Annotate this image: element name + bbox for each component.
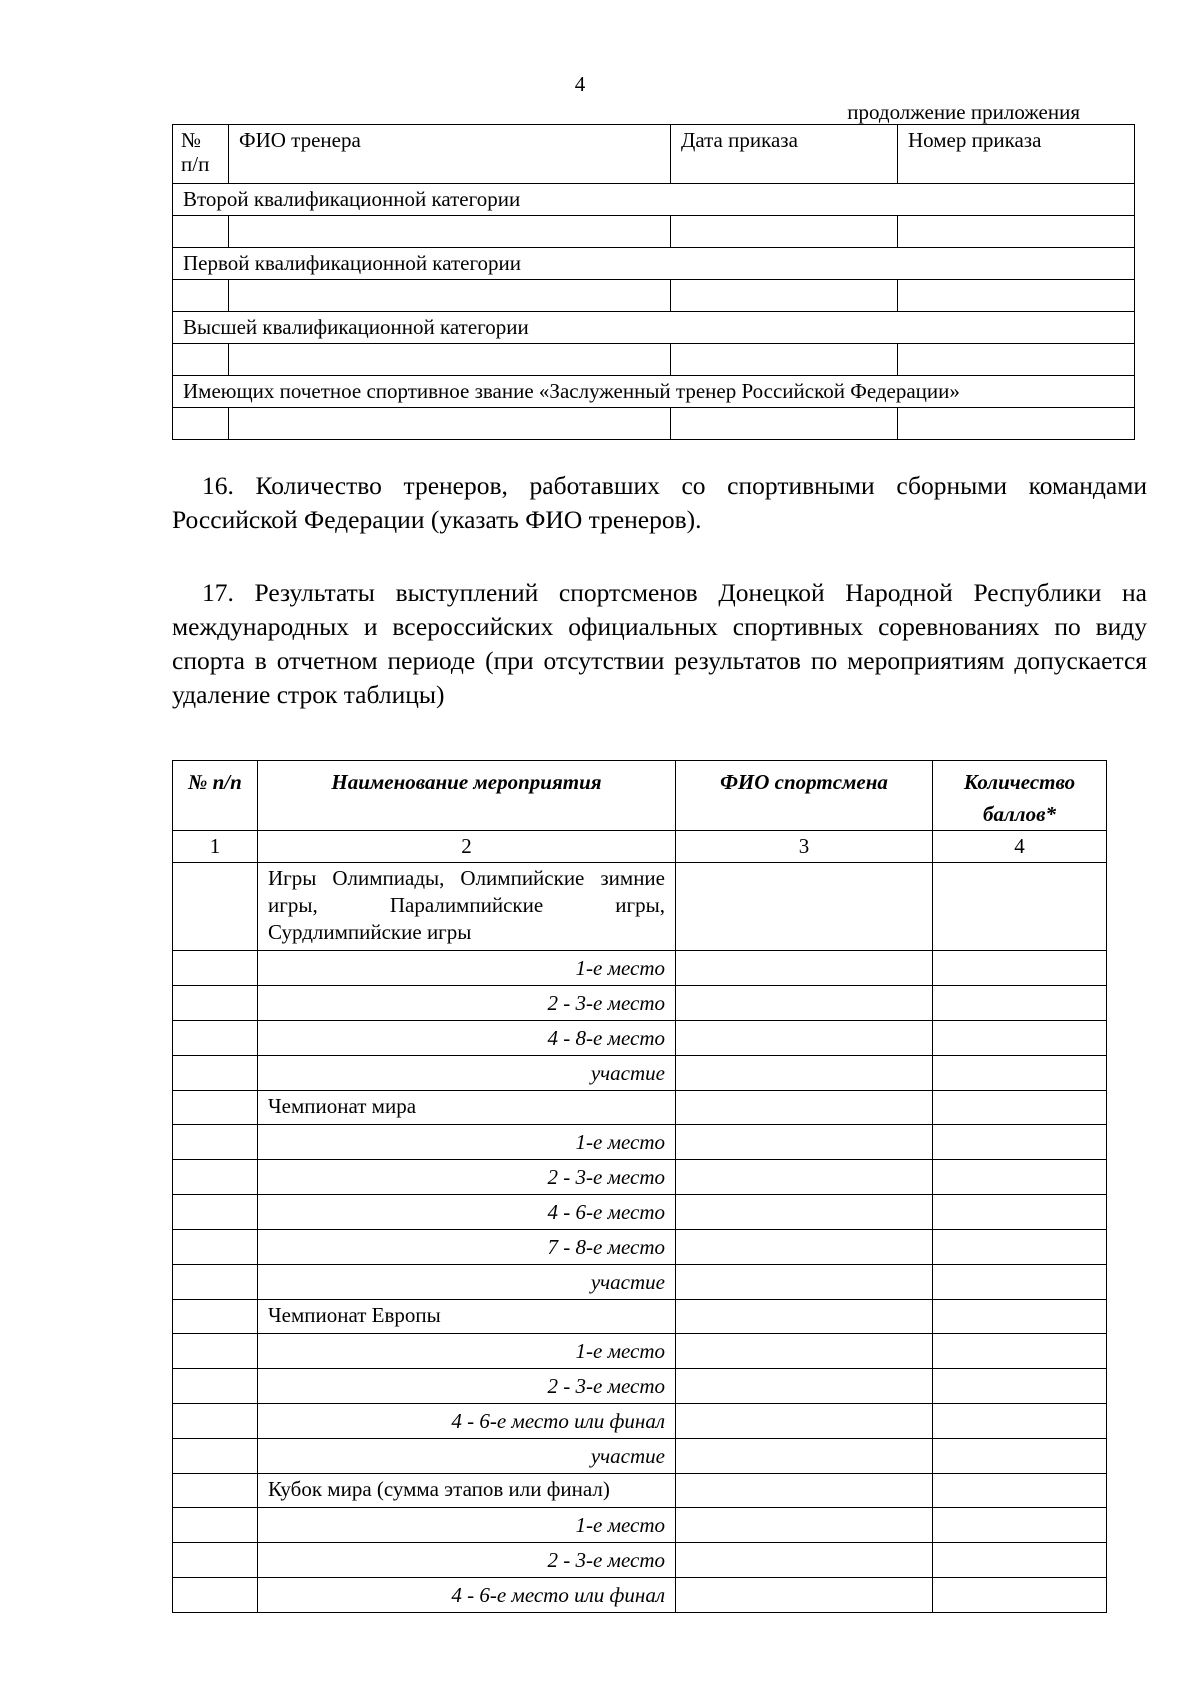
row-number-cell[interactable] bbox=[173, 1056, 258, 1091]
points-cell[interactable] bbox=[933, 1369, 1107, 1404]
coach-cell-num[interactable] bbox=[173, 280, 229, 312]
points-cell[interactable] bbox=[933, 1160, 1107, 1195]
coach-cell-name[interactable] bbox=[229, 280, 671, 312]
place-label-cell: 7 - 8-е место bbox=[258, 1230, 676, 1265]
athlete-name-cell[interactable] bbox=[676, 1508, 933, 1543]
place-row bbox=[173, 1265, 1107, 1300]
points-cell[interactable] bbox=[933, 1195, 1107, 1230]
points-cell[interactable] bbox=[933, 1300, 1107, 1334]
row-number-cell[interactable] bbox=[173, 1300, 258, 1334]
coach-cell-date[interactable] bbox=[671, 216, 898, 248]
athlete-name-cell[interactable] bbox=[676, 1474, 933, 1508]
place-row bbox=[173, 1439, 1107, 1474]
row-number-cell[interactable] bbox=[173, 1021, 258, 1056]
coach-table bbox=[172, 124, 1135, 440]
place-label-cell: 4 - 6-е место или финал bbox=[258, 1404, 676, 1439]
coach-section-row bbox=[173, 312, 1135, 344]
coach-section-row bbox=[173, 184, 1135, 216]
place-row bbox=[173, 1334, 1107, 1369]
coach-entry-row bbox=[173, 344, 1135, 376]
place-label-cell: 1-е место bbox=[258, 1334, 676, 1369]
points-cell[interactable] bbox=[933, 1578, 1107, 1613]
athlete-name-cell[interactable] bbox=[676, 1195, 933, 1230]
results-header-points: Количество баллов* bbox=[933, 761, 1107, 831]
athlete-name-cell[interactable] bbox=[676, 986, 933, 1021]
coach-cell-name[interactable] bbox=[229, 408, 671, 440]
athlete-name-cell[interactable] bbox=[676, 1160, 933, 1195]
points-cell[interactable] bbox=[933, 1091, 1107, 1125]
paragraph-17-text: 17. Результаты выступлений спортсменов Донецкой Народной Республики на международных и всероссийских официальных спортивных соревнованиях по виду спорта в отчетном периоде (при отсутствии результатов по мероприятиям допускается удаление строк таблицы) bbox=[172, 578, 1147, 709]
place-label-cell: 2 - 3-е место bbox=[258, 1543, 676, 1578]
results-header-row bbox=[173, 761, 1107, 831]
paragraph-16 bbox=[172, 469, 1147, 537]
points-cell[interactable] bbox=[933, 1404, 1107, 1439]
points-cell[interactable] bbox=[933, 1125, 1107, 1160]
coach-cell-date[interactable] bbox=[671, 408, 898, 440]
results-header-num: № п/п bbox=[173, 761, 258, 831]
event-name-cell: Игры Олимпиады, Олимпийские зимние игры, Паралимпийские игры, Сурдлимпийские игры bbox=[258, 863, 676, 951]
place-row bbox=[173, 1125, 1107, 1160]
results-body bbox=[173, 863, 1107, 1613]
athlete-name-cell[interactable] bbox=[676, 1091, 933, 1125]
event-name-cell: Чемпионат Европы bbox=[258, 1300, 676, 1334]
row-number-cell[interactable] bbox=[173, 986, 258, 1021]
coach-cell-name[interactable] bbox=[229, 344, 671, 376]
athlete-name-cell[interactable] bbox=[676, 1439, 933, 1474]
results-colnum-2: 2 bbox=[258, 831, 676, 863]
points-cell[interactable] bbox=[933, 1056, 1107, 1091]
coach-entry-row bbox=[173, 216, 1135, 248]
event-name-cell: Чемпионат мира bbox=[258, 1091, 676, 1125]
points-cell[interactable] bbox=[933, 863, 1107, 951]
athlete-name-cell[interactable] bbox=[676, 1300, 933, 1334]
event-row bbox=[173, 1474, 1107, 1508]
page-number: 4 bbox=[574, 72, 586, 96]
coach-cell-date[interactable] bbox=[671, 344, 898, 376]
athlete-name-cell[interactable] bbox=[676, 1543, 933, 1578]
coach-cell-name[interactable] bbox=[229, 216, 671, 248]
coach-cell-date[interactable] bbox=[671, 280, 898, 312]
points-cell[interactable] bbox=[933, 986, 1107, 1021]
athlete-name-cell[interactable] bbox=[676, 1056, 933, 1091]
athlete-name-cell[interactable] bbox=[676, 951, 933, 986]
row-number-cell[interactable] bbox=[173, 1195, 258, 1230]
athlete-name-cell[interactable] bbox=[676, 1334, 933, 1369]
place-label-cell: 2 - 3-е место bbox=[258, 986, 676, 1021]
coach-cell-num[interactable] bbox=[173, 408, 229, 440]
coach-entry-row bbox=[173, 408, 1135, 440]
event-row bbox=[173, 863, 1107, 951]
results-colnum-4: 4 bbox=[933, 831, 1107, 863]
place-label-cell: 4 - 8-е место bbox=[258, 1021, 676, 1056]
coach-cell-order[interactable] bbox=[898, 280, 1135, 312]
place-row bbox=[173, 1195, 1107, 1230]
points-cell[interactable] bbox=[933, 1265, 1107, 1300]
coach-section-label: Имеющих почетное спортивное звание «Заслуженный тренер Российской Федерации» bbox=[173, 376, 1135, 408]
row-number-cell[interactable] bbox=[173, 1508, 258, 1543]
coach-section-row bbox=[173, 248, 1135, 280]
continuation-label: продолжение приложения bbox=[847, 100, 1080, 124]
coach-entry-row bbox=[173, 280, 1135, 312]
place-label-cell: 1-е место bbox=[258, 951, 676, 986]
coach-header-order-number: Номер приказа bbox=[898, 125, 1135, 184]
row-number-cell[interactable] bbox=[173, 863, 258, 951]
points-cell[interactable] bbox=[933, 1021, 1107, 1056]
place-label-cell: 4 - 6-е место bbox=[258, 1195, 676, 1230]
points-cell[interactable] bbox=[933, 1230, 1107, 1265]
row-number-cell[interactable] bbox=[173, 1439, 258, 1474]
row-number-cell[interactable] bbox=[173, 1543, 258, 1578]
coach-header-num bbox=[173, 125, 229, 184]
coach-header-num-line2: п/п bbox=[181, 152, 210, 176]
event-row bbox=[173, 1300, 1107, 1334]
coach-section-label: Второй квалификационной категории bbox=[173, 184, 1135, 216]
place-row bbox=[173, 1543, 1107, 1578]
place-row bbox=[173, 1160, 1107, 1195]
coach-cell-order[interactable] bbox=[898, 408, 1135, 440]
place-label-cell: участие bbox=[258, 1056, 676, 1091]
coach-section-row bbox=[173, 376, 1135, 408]
points-cell[interactable] bbox=[933, 951, 1107, 986]
coach-cell-num[interactable] bbox=[173, 344, 229, 376]
place-label-cell: 1-е место bbox=[258, 1508, 676, 1543]
place-label-cell: 4 - 6-е место или финал bbox=[258, 1578, 676, 1613]
points-cell[interactable] bbox=[933, 1508, 1107, 1543]
results-colnum-3: 3 bbox=[676, 831, 933, 863]
place-label-cell: 2 - 3-е место bbox=[258, 1369, 676, 1404]
row-number-cell[interactable] bbox=[173, 1125, 258, 1160]
event-row bbox=[173, 1091, 1107, 1125]
coach-cell-order[interactable] bbox=[898, 344, 1135, 376]
place-row bbox=[173, 1056, 1107, 1091]
coach-cell-num[interactable] bbox=[173, 216, 229, 248]
place-row bbox=[173, 951, 1107, 986]
coach-header-name: ФИО тренера bbox=[229, 125, 671, 184]
row-number-cell[interactable] bbox=[173, 1160, 258, 1195]
coach-header-date: Дата приказа bbox=[671, 125, 898, 184]
coach-header-num-line1: № bbox=[181, 128, 202, 152]
paragraph-17 bbox=[172, 576, 1147, 712]
athlete-name-cell[interactable] bbox=[676, 1578, 933, 1613]
row-number-cell[interactable] bbox=[173, 1369, 258, 1404]
row-number-cell[interactable] bbox=[173, 1578, 258, 1613]
row-number-cell[interactable] bbox=[173, 1474, 258, 1508]
athlete-name-cell[interactable] bbox=[676, 1404, 933, 1439]
points-cell[interactable] bbox=[933, 1439, 1107, 1474]
coach-section-label: Первой квалификационной категории bbox=[173, 248, 1135, 280]
athlete-name-cell[interactable] bbox=[676, 1230, 933, 1265]
place-row bbox=[173, 1369, 1107, 1404]
row-number-cell[interactable] bbox=[173, 1334, 258, 1369]
row-number-cell[interactable] bbox=[173, 1230, 258, 1265]
place-label-cell: участие bbox=[258, 1439, 676, 1474]
place-label-cell: 1-е место bbox=[258, 1125, 676, 1160]
results-colnum-1: 1 bbox=[173, 831, 258, 863]
event-name-cell: Кубок мира (сумма этапов или финал) bbox=[258, 1474, 676, 1508]
place-row bbox=[173, 1021, 1107, 1056]
athlete-name-cell[interactable] bbox=[676, 1369, 933, 1404]
row-number-cell[interactable] bbox=[173, 951, 258, 986]
coach-section-label: Высшей квалификационной категории bbox=[173, 312, 1135, 344]
athlete-name-cell[interactable] bbox=[676, 1265, 933, 1300]
place-row bbox=[173, 1404, 1107, 1439]
coach-table-header-row bbox=[173, 125, 1135, 184]
place-label-cell: участие bbox=[258, 1265, 676, 1300]
athlete-name-cell[interactable] bbox=[676, 863, 933, 951]
place-row bbox=[173, 1230, 1107, 1265]
row-number-cell[interactable] bbox=[173, 1404, 258, 1439]
results-table bbox=[172, 760, 1107, 1613]
athlete-name-cell[interactable] bbox=[676, 1125, 933, 1160]
points-cell[interactable] bbox=[933, 1543, 1107, 1578]
coach-cell-order[interactable] bbox=[898, 216, 1135, 248]
place-row bbox=[173, 986, 1107, 1021]
place-row bbox=[173, 1508, 1107, 1543]
results-column-numbers-row bbox=[173, 831, 1107, 863]
row-number-cell[interactable] bbox=[173, 1091, 258, 1125]
points-cell[interactable] bbox=[933, 1474, 1107, 1508]
paragraph-16-text: 16. Количество тренеров, работавших со спортивными сборными командами Российской Федерации (указать ФИО тренеров). bbox=[172, 471, 1147, 534]
athlete-name-cell[interactable] bbox=[676, 1021, 933, 1056]
results-header-event: Наименование мероприятия bbox=[258, 761, 676, 831]
place-label-cell: 2 - 3-е место bbox=[258, 1160, 676, 1195]
results-header-athlete: ФИО спортсмена bbox=[676, 761, 933, 831]
row-number-cell[interactable] bbox=[173, 1265, 258, 1300]
place-row bbox=[173, 1578, 1107, 1613]
points-cell[interactable] bbox=[933, 1334, 1107, 1369]
